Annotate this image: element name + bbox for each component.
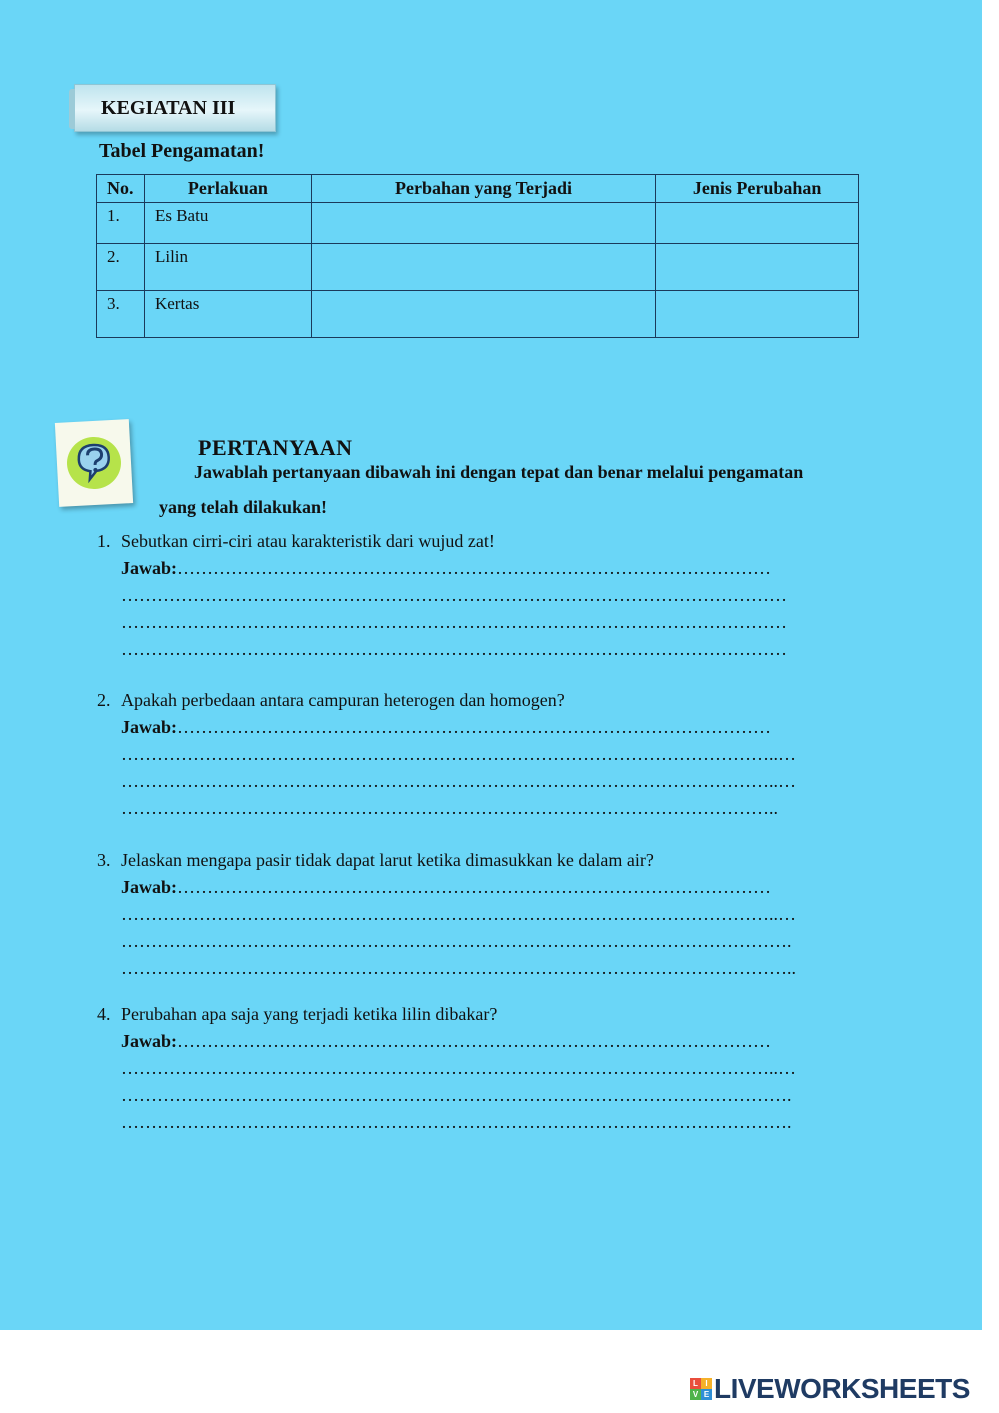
question-1 — [97, 531, 495, 552]
type-cell[interactable] — [656, 291, 859, 338]
row-item: Es Batu — [144, 203, 311, 244]
question-3 — [97, 850, 654, 871]
instruction-line-1: Jawablah pertanyaan dibawah ini dengan tepat dan benar melalui pengamatan — [194, 462, 804, 482]
brand-icon: L I V E — [690, 1378, 712, 1400]
table-header-row — [97, 175, 859, 203]
section-title: PERTANYAAN — [198, 435, 353, 460]
question-icon — [55, 419, 133, 507]
question-text: Perubahan apa saja yang terjadi ketika lilin dibakar? — [121, 1004, 498, 1024]
change-cell[interactable] — [311, 291, 655, 338]
answer-line[interactable]: ………………………………………………………………………………………………… — [121, 612, 787, 632]
answer-line[interactable]: ………………………………………………………………………………………………..… — [121, 771, 796, 791]
answer-line[interactable] — [121, 1031, 771, 1052]
answer-line[interactable]: ………………………………………………………………………………………………..… — [121, 744, 796, 764]
table-row — [97, 291, 859, 338]
question-number: 2. — [97, 690, 111, 710]
activity-ribbon — [74, 84, 276, 132]
answer-dots: ……………………………………………………………………………………… — [177, 717, 772, 737]
question-number: 1. — [97, 531, 111, 551]
answer-line[interactable]: …………………………………………………………………………………………………. — [121, 1112, 792, 1132]
brand-name: LIVEWORKSHEETS — [714, 1373, 970, 1404]
answer-dots: ……………………………………………………………………………………… — [177, 558, 772, 578]
question-number: 3. — [97, 850, 111, 870]
answer-line[interactable]: ………………………………………………………………………………………………..… — [121, 1058, 796, 1078]
answer-label: Jawab: — [121, 558, 178, 578]
change-cell[interactable] — [311, 244, 655, 291]
question-4 — [97, 1004, 497, 1025]
answer-line[interactable]: ………………………………………………………………………………………………….. — [121, 958, 796, 978]
table-row — [97, 203, 859, 244]
answer-label: Jawab: — [121, 877, 178, 897]
liveworksheets-logo[interactable] — [690, 1374, 970, 1404]
answer-label: Jawab: — [121, 1031, 178, 1051]
type-cell[interactable] — [656, 203, 859, 244]
change-cell[interactable] — [311, 203, 655, 244]
observation-table — [96, 174, 859, 338]
answer-line[interactable] — [121, 717, 771, 738]
answer-line[interactable] — [121, 558, 771, 579]
question-text: Sebutkan cirri-ciri atau karakteristik dari wujud zat! — [121, 531, 495, 551]
answer-line[interactable] — [121, 877, 771, 898]
row-item: Kertas — [144, 291, 311, 338]
answer-line[interactable]: ………………………………………………………………………………………………… — [121, 585, 787, 605]
question-text: Apakah perbedaan antara campuran heterogen dan homogen? — [121, 690, 565, 710]
header-no: No. — [97, 175, 145, 203]
header-perlakuan: Perlakuan — [144, 175, 311, 203]
instruction-line-2: yang telah dilakukan! — [159, 497, 328, 517]
answer-line[interactable]: ………………………………………………………………………………………………… — [121, 639, 787, 659]
row-number: 3. — [97, 291, 145, 338]
answer-line[interactable]: ………………………………………………………………………………………………..… — [121, 904, 796, 924]
row-number: 1. — [97, 203, 145, 244]
answer-dots: ……………………………………………………………………………………… — [177, 877, 772, 897]
answer-label: Jawab: — [121, 717, 178, 737]
answer-line[interactable]: …………………………………………………………………………………………………. — [121, 1085, 792, 1105]
answer-line[interactable]: …………………………………………………………………………………………………. — [121, 931, 792, 951]
question-2 — [97, 690, 565, 711]
question-text: Jelaskan mengapa pasir tidak dapat larut ketika dimasukkan ke dalam air? — [121, 850, 654, 870]
answer-dots: ……………………………………………………………………………………… — [177, 1031, 772, 1051]
row-item: Lilin — [144, 244, 311, 291]
answer-line[interactable]: ……………………………………………………………………………………………….. — [121, 798, 778, 818]
header-jenis: Jenis Perubahan — [656, 175, 859, 203]
question-number: 4. — [97, 1004, 111, 1024]
header-perubahan: Perbahan yang Terjadi — [311, 175, 655, 203]
row-number: 2. — [97, 244, 145, 291]
activity-label: KEGIATAN III — [101, 97, 236, 119]
table-title: Tabel Pengamatan! — [99, 140, 265, 162]
type-cell[interactable] — [656, 244, 859, 291]
table-row — [97, 244, 859, 291]
